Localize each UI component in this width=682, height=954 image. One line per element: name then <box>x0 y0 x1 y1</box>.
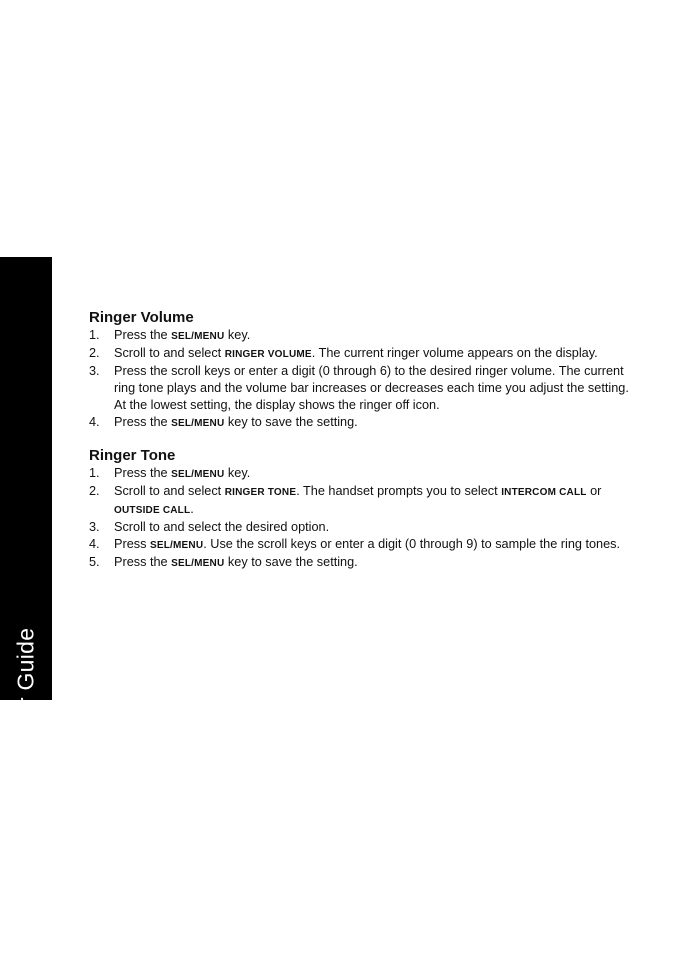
section-heading: Ringer Volume <box>89 309 194 326</box>
text-run: Press the <box>114 415 172 429</box>
key-label: RINGER TONE <box>224 487 297 498</box>
key-label: INTERCOM CALL <box>501 487 587 498</box>
section <box>89 447 634 572</box>
list-item <box>89 345 634 363</box>
text-run: . The handset prompts you to select <box>296 484 502 498</box>
list-item <box>89 536 634 554</box>
key-label: SEL/MENU <box>149 540 204 551</box>
key-label: SEL/MENU <box>171 331 225 342</box>
section-heading: Ringer Tone <box>89 447 176 464</box>
list-item <box>89 554 634 572</box>
text-run: Press the <box>114 328 172 342</box>
list-item <box>89 483 634 519</box>
step-text <box>114 414 634 432</box>
text-run: Press the <box>114 466 172 480</box>
text-run: . The current ringer volume appears on the display. <box>311 346 598 360</box>
text-run: Scroll to and select <box>114 346 225 360</box>
text-run: key to save the setting. <box>224 555 358 569</box>
text-run: Press the <box>114 555 172 569</box>
step-number: 1. <box>89 466 100 480</box>
page-content <box>89 309 634 587</box>
list-item <box>89 519 634 536</box>
step-text <box>114 363 634 414</box>
text-run: Scroll to and select the desired option. <box>114 520 330 534</box>
step-list <box>89 327 634 432</box>
step-number: 2. <box>89 346 100 360</box>
step-number: 3. <box>89 364 100 378</box>
text-run: Press <box>114 537 150 551</box>
page-number: 28 <box>18 899 34 914</box>
step-number: 1. <box>89 328 100 342</box>
step-number: 4. <box>89 415 100 429</box>
key-label: SEL/MENU <box>171 418 225 429</box>
list-item <box>89 327 634 345</box>
key-label: SEL/MENU <box>171 469 225 480</box>
guide-title: MD7151 User Guide <box>12 627 39 843</box>
section <box>89 309 634 432</box>
text-run: . <box>190 502 194 516</box>
text-run: or <box>586 484 602 498</box>
list-item <box>89 414 634 432</box>
step-number: 3. <box>89 520 100 534</box>
step-number: 4. <box>89 537 100 551</box>
text-run: Scroll to and select <box>114 484 225 498</box>
step-text <box>114 554 634 572</box>
text-run: . Use the scroll keys or enter a digit (0 through 9) to sample the ring tones. <box>203 537 621 551</box>
key-label: SEL/MENU <box>171 558 225 569</box>
text-run: key to save the setting. <box>224 415 358 429</box>
step-text <box>114 465 634 483</box>
text-run: key. <box>224 328 251 342</box>
list-item <box>89 465 634 483</box>
step-number: 5. <box>89 555 100 569</box>
key-label: OUTSIDE CALL <box>114 505 191 516</box>
key-label: RINGER VOLUME <box>224 349 312 360</box>
step-text <box>114 327 634 345</box>
step-text <box>114 536 634 554</box>
step-text <box>114 519 634 536</box>
text-run: Press the scroll keys or enter a digit (0 through 6) to the desired ringer volume. The current ring tone plays and the volume bar increases or decreases each time you adjust the setting. At the lowest setting, the display shows the ringer off icon. <box>114 364 629 412</box>
step-list <box>89 465 634 572</box>
step-text <box>114 345 634 363</box>
side-tab <box>0 257 52 914</box>
list-item <box>89 363 634 414</box>
step-number: 2. <box>89 484 100 498</box>
step-text <box>114 483 634 519</box>
text-run: key. <box>224 466 251 480</box>
